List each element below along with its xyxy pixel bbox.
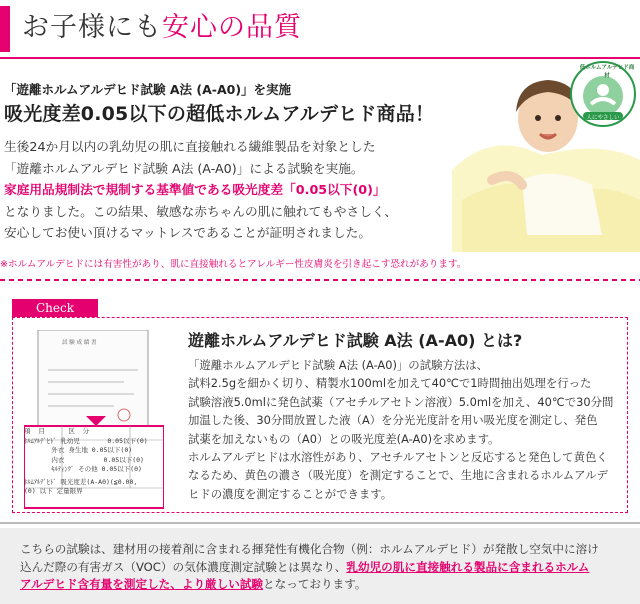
warning-note: ※ホルムアルデヒドには有害性があり、肌に直接触れるとアレルギー性皮膚炎を引き起こす恐れがあります。 <box>0 259 467 270</box>
doc-cell: ﾎﾙﾑｱﾙﾃﾞﾋﾄﾞ <box>24 436 57 445</box>
doc-row <box>24 446 164 456</box>
bottom-highlight: 乳幼児の肌に直接触れる製品に含まれるホルム <box>346 559 590 574</box>
doc-cell: 身生地 <box>68 446 88 454</box>
doc-cell: 0.05以下(0) <box>101 465 142 473</box>
doc-col-header: 区 <box>68 427 75 435</box>
product-description <box>4 136 444 244</box>
header-accent-bar <box>0 6 10 52</box>
description-line-highlight: 家庭用品規制法で規制する基準値である吸光度差「0.05以下(0)」 <box>4 182 386 197</box>
check-line: 加温した後、30分間放置した液（A）を分光光度計を用い吸光度を測定し、発色 <box>188 413 598 428</box>
doc-row <box>24 437 164 447</box>
check-line: 試薬を加えないもの（A0）との吸光度差(A-A0)を求めます。 <box>188 431 500 446</box>
description-line: 安心してお使い頂けるマットレスであることが証明されました。 <box>4 225 372 240</box>
page-title-pink: 安心の品質 <box>162 12 302 43</box>
bottom-strong: より厳しい試験 <box>181 577 264 591</box>
doc-cell: 0.05以下(0) <box>91 446 133 454</box>
doc-heading: 試 験 成 績 書 <box>62 340 97 346</box>
check-line: ヒドの濃度を測定することができます。 <box>188 486 393 501</box>
bottom-divider <box>0 522 640 524</box>
description-line: 「遊離ホルムアルデヒド試験 A法 (A-A0)」による試験を実施。 <box>4 160 364 176</box>
check-line: ホルムアルデヒドは水溶性があり、アセチルアセトンと反応すると発色して黄色く <box>188 450 608 465</box>
doc-cell: 0.05以下(0) <box>107 436 148 445</box>
bottom-line <box>20 559 632 577</box>
bottom-text: となっております。 <box>263 577 367 591</box>
doc-row <box>24 465 164 475</box>
doc-col-header: 目 <box>38 427 45 435</box>
seal-text-top: 低ホルムアルデヒド商材 <box>579 65 635 79</box>
check-line: なるため、黄色の濃さ（吸光度）を測定することで、生地に含まれるホルムアルデ <box>188 468 608 483</box>
check-title: 遊離ホルムアルデヒド試験 A法 (A-A0) とは? <box>188 331 523 350</box>
bottom-note <box>20 541 632 594</box>
seal-text-bottom: 人にやさしい <box>586 115 620 121</box>
doc-col-headers <box>24 427 164 437</box>
dashed-divider <box>0 279 640 281</box>
section-header <box>0 0 640 58</box>
doc-row <box>24 456 164 466</box>
doc-cell: 0.05以下(0) <box>103 455 144 464</box>
description-line: 生後24か月以内の乳幼児の肌に直接触れる繊維製品を対象とした <box>4 139 376 154</box>
check-description <box>188 356 628 503</box>
doc-cell: 乳幼児 <box>60 436 80 445</box>
doc-cell: 外衣 <box>51 446 65 454</box>
check-tab: Check <box>12 299 98 317</box>
test-subtitle: 「遊離ホルムアルデヒド試験 A法 (A-A0)」を実施 <box>4 82 292 97</box>
doc-cell: 内衣 <box>51 455 65 464</box>
page-title <box>22 8 302 48</box>
product-headline: 吸光度差0.05以下の超低ホルムアルデヒド商品！ <box>4 103 435 125</box>
check-line: 「遊離ホルムアルデヒド試験 A法 (A-A0)」の試験方法は、 <box>188 358 489 372</box>
header-underline <box>0 57 640 59</box>
doc-footer: ﾎﾙﾑｱﾙﾃﾞﾋﾄﾞ 吸光度差(A-A0)(≦0.00, <box>24 477 138 486</box>
description-line: となりました。この結果、敏感な赤ちゃんの肌に触れてもやさしく、 <box>4 203 398 219</box>
check-line: 試料2.5gを細かく切り、精製水100mlを加えて40℃で1時間抽出処理を行った <box>188 376 592 391</box>
check-line: 試験溶液5.0mlに発色試薬（アセチルアセトン溶液）5.0mlを加え、40℃で30分間 <box>188 394 614 409</box>
bottom-line <box>20 576 632 594</box>
page-title-black: お子様にも <box>22 12 162 43</box>
doc-cell: ｷﾙﾃｨﾝｸﾞ <box>51 465 75 473</box>
doc-footer: (0) 以下 定量限界 <box>24 487 83 495</box>
doc-col-header: 項 <box>24 427 31 435</box>
doc-table <box>24 427 164 497</box>
bottom-highlight: アルデヒド含有量を測定した、 <box>20 577 182 591</box>
bottom-line: こちらの試験は、建材用の接着剤に含まれる揮発性有機化合物（例：ホルムアルデヒド）が発散し空気中に溶け <box>20 542 599 556</box>
bottom-text: 込んだ際の有害ガス（VOC）の気体濃度測定試験とは異なり、 <box>20 559 347 574</box>
doc-col-header: 分 <box>82 427 90 435</box>
doc-cell: その他 <box>78 465 98 473</box>
